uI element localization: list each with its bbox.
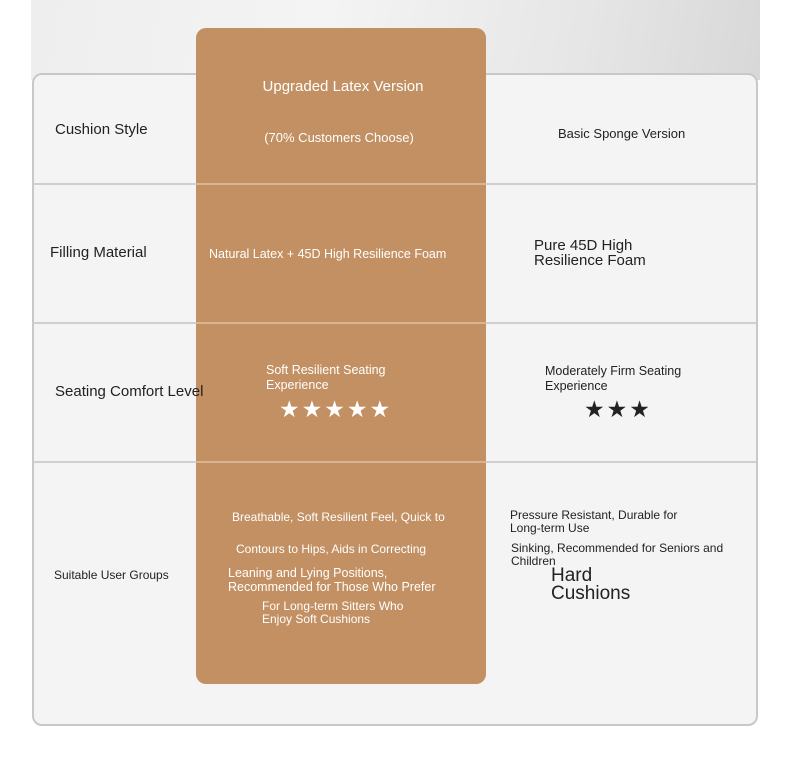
row-label-cushion-style: Cushion Style: [55, 121, 148, 138]
premium-column-title: Upgraded Latex Version: [262, 78, 424, 95]
basic-star-rating: ★★★: [584, 396, 652, 422]
premium-row-divider: [196, 322, 486, 324]
premium-filling-material: Natural Latex + 45D High Resilience Foam: [209, 247, 447, 261]
premium-star-rating: ★★★★★: [279, 396, 393, 422]
row-label-suitable-users: Suitable User Groups: [54, 568, 169, 582]
basic-comfort-text: Moderately Firm Seating Experience: [545, 364, 682, 393]
premium-column-subtitle: (70% Customers Choose): [264, 130, 414, 145]
basic-users-line-1: Pressure Resistant, Durable for Long-term Use: [510, 508, 678, 535]
row-label-filling-material: Filling Material: [50, 244, 147, 261]
row-label-seating-comfort: Seating Comfort Level: [55, 383, 204, 400]
basic-filling-material: Pure 45D High Resilience Foam: [534, 237, 646, 269]
premium-row-divider: [196, 183, 486, 185]
premium-comfort-text: Soft Resilient Seating Experience: [266, 363, 386, 392]
basic-column-title: Basic Sponge Version: [558, 126, 686, 141]
basic-users-line-3: Hard Cushions: [551, 565, 631, 605]
premium-row-divider: [196, 461, 486, 463]
premium-users-line-3: Leaning and Lying Positions, Recommended for Those Who Prefer: [228, 566, 436, 594]
premium-users-line-2: Contours to Hips, Aids in Correcting: [236, 542, 427, 556]
premium-users-line-4: For Long-term Sitters Who Enjoy Soft Cushions: [262, 599, 404, 627]
basic-users-line-2: Sinking, Recommended for Seniors and Children: [511, 541, 724, 568]
premium-users-line-1: Breathable, Soft Resilient Feel, Quick to: [232, 510, 445, 524]
